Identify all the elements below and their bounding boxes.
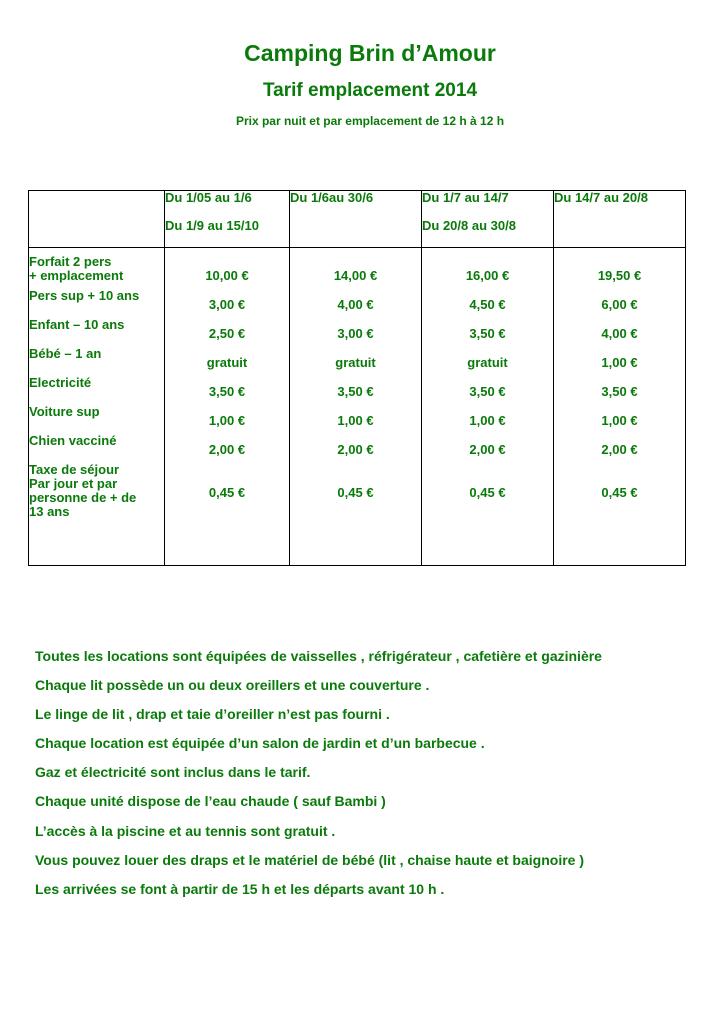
- price-cell: gratuit: [206, 355, 248, 370]
- price-cell: 14,00 €: [333, 268, 378, 283]
- price-cell: 1,00 €: [208, 413, 246, 428]
- page-title: Camping Brin d’Amour: [244, 40, 496, 66]
- row-label: Voiture sup: [29, 404, 100, 419]
- column-header-line: Du 1/9 au 15/10: [165, 218, 259, 233]
- price-cell: 3,00 €: [208, 297, 246, 312]
- price-cell: 3,50 €: [337, 384, 374, 399]
- column-header-line: Du 1/6au 30/6: [290, 190, 374, 205]
- row-label-line: Par jour et par: [29, 476, 118, 491]
- price-cell: 3,50 €: [469, 326, 506, 341]
- price-cell: 1,00 €: [601, 413, 638, 428]
- note-line: Chaque location est équipée d’un salon de jardin et d’un barbecue .: [35, 735, 485, 752]
- row-label: [29, 255, 164, 284]
- price-cell: 4,00 €: [337, 297, 374, 312]
- price-cell: 1,00 €: [337, 413, 374, 428]
- price-cell: 6,00 €: [601, 297, 638, 312]
- note-line: Chaque lit possède un ou deux oreillers et une couverture .: [35, 677, 430, 694]
- note-line: Toutes les locations sont équipées de vaisselles , réfrigérateur , cafetière et gazinière: [35, 648, 602, 664]
- note-line: Gaz et électricité sont inclus dans le tarif.: [35, 764, 311, 781]
- price-column: [290, 248, 422, 566]
- row-label: Chien vacciné: [29, 433, 117, 448]
- price-cell: 3,50 €: [208, 384, 246, 399]
- row-label: [29, 458, 164, 519]
- price-cell: 0,45 €: [469, 485, 506, 500]
- row-label-line: + emplacement: [29, 268, 124, 283]
- row-labels-column: [29, 248, 165, 566]
- column-header: [165, 191, 290, 248]
- column-header-line: Du 14/7 au 20/8: [554, 190, 648, 205]
- price-cell: 1,00 €: [469, 413, 506, 428]
- price-cell: 2,00 €: [601, 442, 638, 457]
- price-cell: 0,45 €: [601, 485, 638, 500]
- price-cell: 10,00 €: [205, 268, 249, 283]
- column-header: [290, 191, 422, 248]
- price-column: [422, 248, 554, 566]
- tariff-table: [28, 190, 686, 566]
- row-label-line: Taxe de séjour: [29, 462, 120, 477]
- row-label: Bébé – 1 an: [29, 346, 102, 361]
- price-cell: 4,50 €: [469, 297, 506, 312]
- row-label: Pers sup + 10 ans: [29, 288, 140, 303]
- row-label-line: 13 ans: [29, 504, 70, 519]
- row-label-line: personne de + de: [29, 490, 137, 505]
- price-cell: 16,00 €: [465, 268, 510, 283]
- price-cell: gratuit: [467, 355, 508, 370]
- column-header-line: Du 1/7 au 14/7: [422, 190, 509, 205]
- price-cell: 19,50 €: [597, 268, 642, 283]
- price-column: [165, 248, 290, 566]
- page-subtitle: Tarif emplacement 2014: [262, 80, 478, 101]
- price-cell: gratuit: [335, 355, 376, 370]
- notes-list: [35, 646, 602, 908]
- column-header-line: Du 1/05 au 1/6: [165, 190, 252, 205]
- row-label: Enfant – 10 ans: [29, 317, 125, 332]
- note-line: Vous pouvez louer des draps et le matériel de bébé (lit , chaise haute et baignoire ): [35, 851, 584, 868]
- price-cell: 2,00 €: [469, 442, 506, 457]
- price-cell: 4,00 €: [601, 326, 638, 341]
- price-cell: 2,00 €: [208, 442, 246, 457]
- price-column: [554, 248, 686, 566]
- note-line: Chaque unité dispose de l’eau chaude ( sauf Bambi ): [35, 793, 386, 810]
- price-cell: 3,00 €: [337, 326, 374, 341]
- row-label: Electricité: [29, 375, 92, 390]
- price-cell: 3,50 €: [469, 384, 506, 399]
- note-line: L’accès à la piscine et au tennis sont gratuit .: [35, 822, 336, 839]
- column-header: [554, 191, 686, 248]
- note-line: Le linge de lit , drap et taie d’oreiller n’est pas fourni .: [35, 706, 390, 723]
- table-header-row: [29, 191, 686, 248]
- table-body-row: [29, 248, 686, 566]
- column-header-line: Du 20/8 au 30/8: [422, 218, 516, 233]
- row-label-line: Forfait 2 pers: [29, 254, 112, 269]
- price-cell: 3,50 €: [601, 384, 638, 399]
- price-cell: 2,00 €: [337, 442, 374, 457]
- header-empty-cell: [29, 191, 165, 248]
- price-cell: 2,50 €: [208, 326, 246, 341]
- note-line: Les arrivées se font à partir de 15 h et les départs avant 10 h .: [35, 880, 445, 897]
- price-cell: 1,00 €: [601, 355, 638, 370]
- price-cell: 0,45 €: [337, 485, 374, 500]
- column-header: [422, 191, 554, 248]
- price-cell: 0,45 €: [208, 485, 246, 500]
- price-note: Prix par nuit et par emplacement de 12 h à 12 h: [235, 114, 505, 128]
